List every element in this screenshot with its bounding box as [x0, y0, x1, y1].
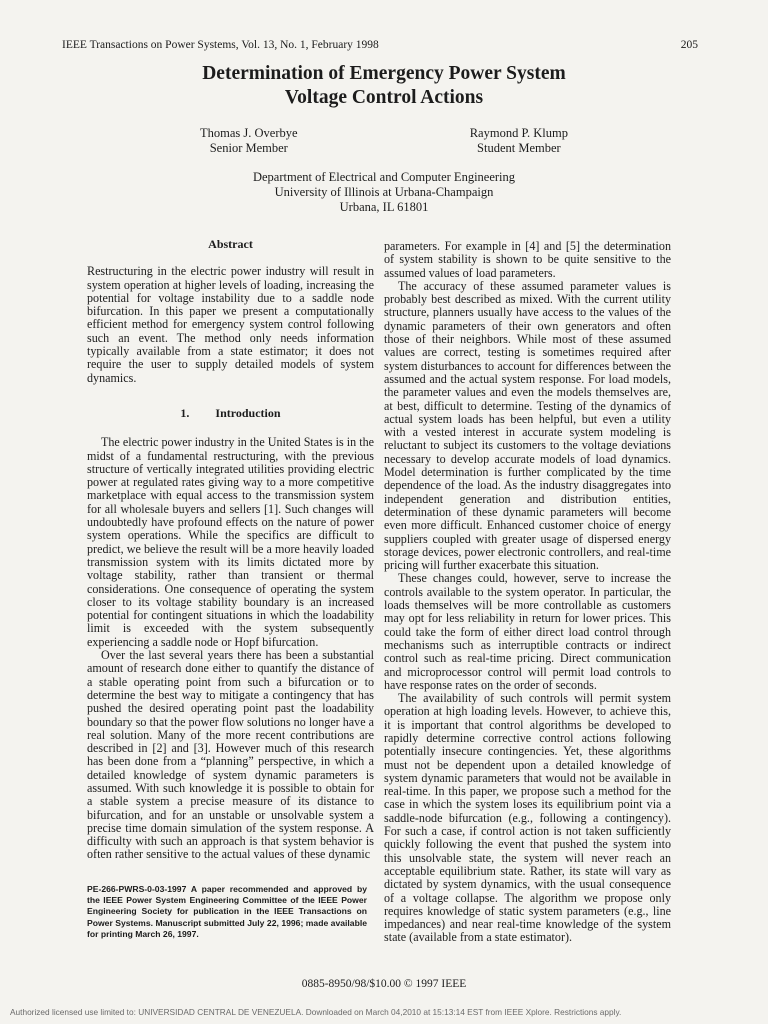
body-paragraph: The availability of such controls will permit system operation at high loading levels. However, to achieve this, it is important that control algorithms be developed to rapidly determine corrective control actions following potentially insecure contingencies. Yet, these algorithms must not be dependent upon a detailed knowledge of system dynamic parameters that would not be available in real-time. In this paper, we propose such a method for the case in which the system loses its equilibrium point via a saddle-node bifurcation (e.g., following a contingency). For such a case, if control action is not taken sufficiently quickly following the event that pushed the system into this unsolvable state, the system will never reach an acceptable equilibrium state. Rather, its state will vary as dictated by system dynamics, with the usual consequence of a voltage collapse. The algorithm we propose only requires knowledge of static system parameters (e.g., line impedances) and near real-time knowledge of the system state (available from a state estimator). — [384, 691, 671, 945]
author-name: Raymond P. Klump — [469, 126, 568, 140]
journal-citation: IEEE Transactions on Power Systems, Vol. 13, No. 1, February 1998 — [62, 39, 379, 51]
author-role: Senior Member — [209, 141, 288, 155]
right-column — [384, 240, 671, 945]
author-name: Thomas J. Overbye — [200, 126, 298, 140]
footnote: PE-266-PWRS-0-03-1997 A paper recommended and approved by the IEEE Power System Engineering Committee of the IEEE Power Engineering Society for publication in the IEEE Transactions on Power Systems. Manuscript submitted July 22, 1996; made available for printing March 26, 1997. — [87, 884, 367, 939]
abstract-heading: Abstract — [208, 237, 253, 251]
left-column — [87, 238, 374, 862]
running-header — [62, 39, 698, 51]
author-block — [200, 126, 298, 156]
author-list — [200, 126, 568, 156]
section-title: Introduction — [215, 405, 281, 420]
body-paragraph: parameters. For example in [4] and [5] the determination of system stability is shown to be quite sensitive to the assumed values of load parameters. — [384, 239, 671, 280]
section-number: 1. — [180, 405, 190, 420]
title-line-2: Voltage Control Actions — [284, 87, 484, 108]
city: Urbana, IL 61801 — [339, 200, 429, 214]
affiliation — [0, 170, 768, 215]
license-notice: Authorized licensed use limited to: UNIVERSIDAD CENTRAL DE VENEZUELA. Downloaded on March 04,2010 at 15:13:14 EST from IEEE Xplore. Restrictions apply. — [10, 1007, 622, 1017]
title-line-1: Determination of Emergency Power System — [202, 63, 566, 84]
author-block — [470, 126, 568, 156]
author-role: Student Member — [477, 141, 561, 155]
intro-paragraph: Over the last several years there has been a substantial amount of research done either to quantify the distance of a stable operating point from such a bifurcation or to determine the best way to mitigate a contingency that has pushed the desired operating point past the loadability boundary so that the power flow solutions no longer have a real solution. Many of the more recent contributions are described in [2] and [3]. However much of this research has been done from a “planning” perspective, in which a detailed knowledge of system dynamic parameters is assumed. With such knowledge it is possible to obtain for a stable system a precise measure of its distance to bifurcation, and for an unstable or unsolvable system a precise time domain simulation of the system response. A difficulty with such an approach is that system behavior is often rather sensitive to the actual values of these dynamic — [87, 648, 374, 862]
introduction-heading — [87, 407, 374, 420]
copyright-footer: 0885-8950/98/$10.00 © 1997 IEEE — [301, 978, 467, 990]
department: Department of Electrical and Computer Engineering — [252, 170, 516, 184]
body-paragraph: These changes could, however, serve to increase the controls available to the system operator. In particular, the loads themselves will be more controllable as customers may opt for less reliability in return for lower prices. This could take the form of either direct load control through mechanisms such as interruptible contracts or indirect control such as real-time pricing. Direct communication and microprocessor control will permit load controls to have response rates on the order of seconds. — [384, 571, 671, 692]
body-paragraph: The accuracy of these assumed parameter values is probably best described as mixed. With the current utility structure, planners usually have access to the values of the dynamic parameters of their own generators and often those of their neighbors. While most of these assumed values are correct, testing is sometimes required after system disturbances to account for differences between the assumed and the actual system response. For load models, the parameter values and even the models themselves are, at best, difficult to determine. Testing of the dynamics of actual system loads has been helpful, but even a utility with a vested interest in accurate system modeling is reluctant to subject its customers to the voltage deviations necessary to develop accurate models of load dynamics. Model determination is further complicated by the time dependence of the load. As the industry disaggregates into independent generation and distribution entities, determination of these dynamic parameters will become even more difficult. Enhanced customer choice of energy suppliers coupled with greater usage of dispersed energy storage devices, power electronic controllers, and real-time pricing will further exacerbate this situation. — [384, 278, 671, 573]
university: University of Illinois at Urbana-Champaign — [274, 185, 494, 199]
paper-title — [0, 62, 768, 110]
intro-paragraph: The electric power industry in the United States is in the midst of a fundamental restructuring, with the previous structure of vertically integrated utilities providing electric power at regulated rates giving way to a more competitive marketplace with equal access to the transmission system for all wholesale buyers and sellers [1]. Such changes will undoubtedly have profound effects on the nature of power system operations. While the specifics are difficult to predict, we believe the result will be a more heavily loaded transmission system with its limits dictated more by voltage stability, rather than transient or thermal considerations. One consequence of operating the system closer to its voltage stability boundary is an increased potential for contingent situations in which the loadability limit is exceeded with the system subsequently experiencing a saddle node or Hopf bifurcation. — [87, 435, 374, 649]
abstract-text: Restructuring in the electric power industry will result in system operation at higher levels of loading, increasing the potential for voltage instability due to a saddle node bifurcation. In this paper we present a computationally efficient method for emergency system control following such an event. The method only needs information typically available from a state estimator; it does not require the user to supply detailed models of system dynamics. — [87, 264, 374, 385]
page-number: 205 — [680, 39, 698, 51]
